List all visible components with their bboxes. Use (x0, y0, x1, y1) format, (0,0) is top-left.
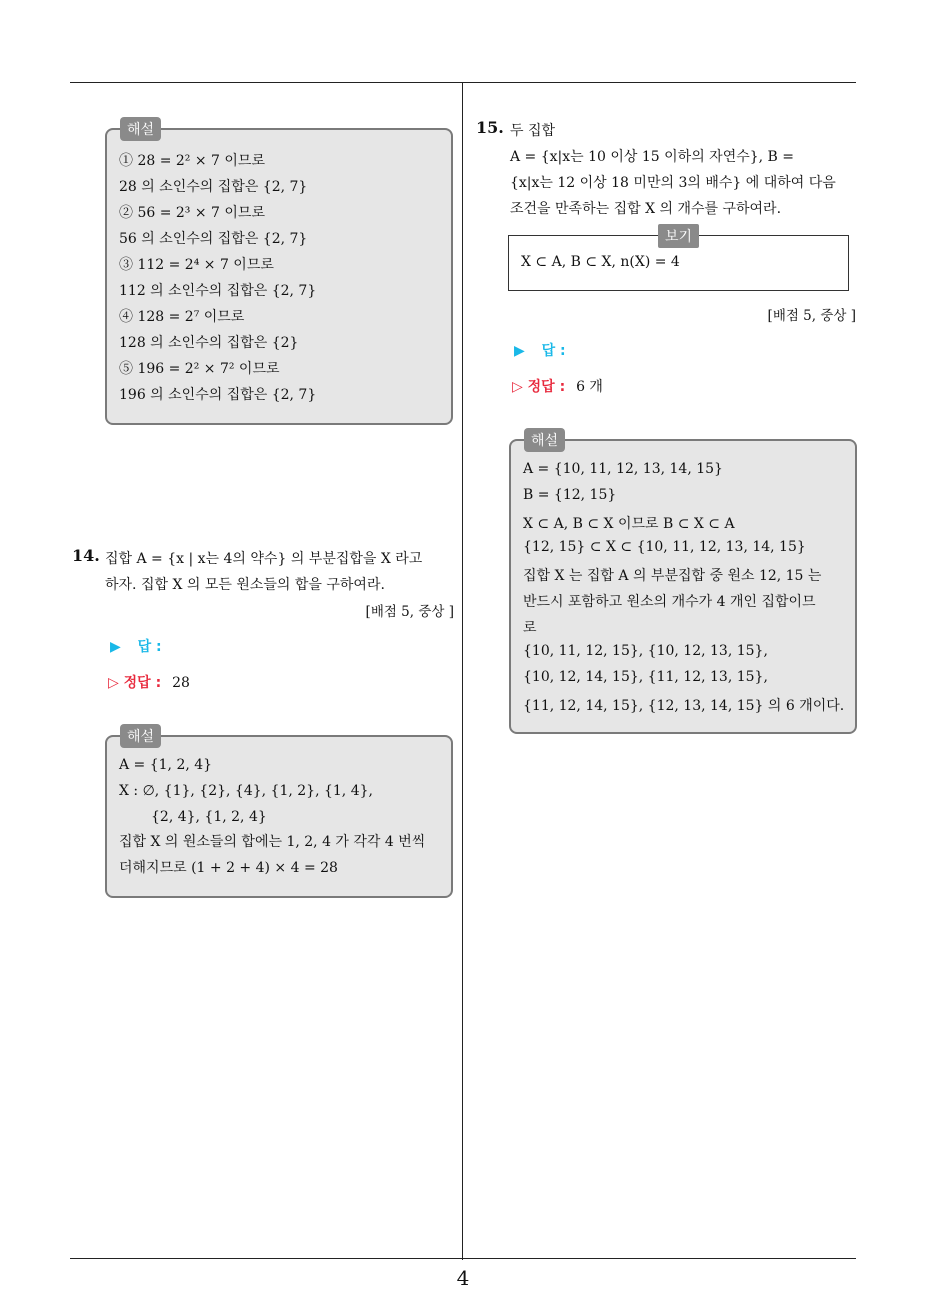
solution-line: ① 28 = 2² × 7 이므로 (119, 153, 265, 169)
answer-label: 답 : (137, 639, 162, 655)
solution-line: ③ 112 = 2⁴ × 7 이므로 (119, 257, 274, 273)
q14-correct-row (108, 672, 190, 692)
solution-line: {12, 15} ⊂ X ⊂ {10, 11, 12, 13, 14, 15} (523, 539, 806, 555)
q15-question-line: A = {x|x는 10 이상 15 이하의 자연수}, B = (510, 149, 795, 165)
solution-line: 집합 X 는 집합 A 의 부분집합 중 원소 12, 15 는 (523, 568, 822, 584)
q15-correct-row (512, 376, 603, 396)
solution-line: 반드시 포함하고 원소의 개수가 4 개인 집합이므 (523, 594, 816, 610)
correct-label: 정답 : (527, 379, 566, 395)
solution-line: {2, 4}, {1, 2, 4} (151, 809, 267, 825)
solution-line: ④ 128 = 2⁷ 이므로 (119, 309, 245, 325)
top-rule (70, 82, 856, 83)
play-triangle-icon: ▶ (514, 343, 525, 359)
answer-label: 답 : (541, 343, 566, 359)
q15-question-line: 두 집합 (510, 123, 556, 139)
solution-line: ② 56 = 2³ × 7 이므로 (119, 205, 265, 221)
correct-value: 28 (172, 675, 190, 691)
correct-value: 6 개 (576, 379, 603, 395)
q14-score: [배점 5, 중상 ] (365, 604, 454, 620)
solution-line: 28 의 소인수의 집합은 {2, 7} (119, 179, 308, 195)
q15-number: 15. (476, 118, 504, 137)
solution-line: A = {10, 11, 12, 13, 14, 15} (523, 461, 723, 477)
play-triangle-icon: ▶ (110, 639, 121, 655)
q13-solution-tag: 해설 (120, 117, 161, 141)
solution-line: B = {12, 15} (523, 487, 617, 503)
solution-line: 집합 X 의 원소들의 합에는 1, 2, 4 가 각각 4 번씩 (119, 834, 426, 850)
solution-line: 128 의 소인수의 집합은 {2} (119, 335, 299, 351)
q15-bogi-tag: 보기 (658, 224, 699, 248)
solution-line: {10, 11, 12, 15}, {10, 12, 13, 15}, (523, 643, 768, 659)
solution-line: 더해지므로 (1 + 2 + 4) × 4 = 28 (119, 860, 338, 876)
solution-line: 112 의 소인수의 집합은 {2, 7} (119, 283, 317, 299)
q14-answer-row[interactable] (110, 636, 162, 656)
q14-solution-box (105, 735, 453, 898)
solution-line: 로 (523, 620, 537, 636)
q14-question-line: 집합 A = {x | x는 4의 약수} 의 부분집합을 X 라고 (105, 551, 423, 567)
solution-line: ⑤ 196 = 2² × 7² 이므로 (119, 361, 280, 377)
q14-solution-tag: 해설 (120, 724, 161, 748)
bogi-text: X ⊂ A, B ⊂ X, n(X) = 4 (521, 254, 680, 270)
q15-solution-tag: 해설 (524, 428, 565, 452)
correct-label: 정답 : (123, 675, 162, 691)
q15-score: [배점 5, 중상 ] (767, 308, 856, 324)
solution-line: 56 의 소인수의 집합은 {2, 7} (119, 231, 308, 247)
solution-line: 196 의 소인수의 집합은 {2, 7} (119, 387, 317, 403)
outline-triangle-icon: ▷ (108, 675, 119, 691)
solution-line: A = {1, 2, 4} (119, 757, 213, 773)
q15-solution-box (509, 439, 857, 734)
q15-question-line: 조건을 만족하는 집합 X 의 개수를 구하여라. (510, 201, 782, 217)
page-number: 4 (456, 1266, 470, 1290)
q15-question-line: {x|x는 12 이상 18 미만의 3의 배수} 에 대하여 다음 (510, 175, 836, 191)
solution-line: X ⊂ A, B ⊂ X 이므로 B ⊂ X ⊂ A (523, 516, 735, 532)
solution-line: {11, 12, 14, 15}, {12, 13, 14, 15} 의 6 개이다. (523, 698, 845, 714)
q14-number: 14. (72, 546, 100, 565)
solution-line: {10, 12, 14, 15}, {11, 12, 13, 15}, (523, 669, 768, 685)
q13-solution-box (105, 128, 453, 425)
q15-answer-row[interactable] (514, 340, 566, 360)
bottom-rule (70, 1258, 856, 1259)
outline-triangle-icon: ▷ (512, 379, 523, 395)
solution-line: X : ∅, {1}, {2}, {4}, {1, 2}, {1, 4}, (119, 783, 373, 799)
q14-question-line: 하자. 집합 X 의 모든 원소들의 합을 구하여라. (105, 577, 385, 593)
column-divider (462, 83, 463, 1260)
